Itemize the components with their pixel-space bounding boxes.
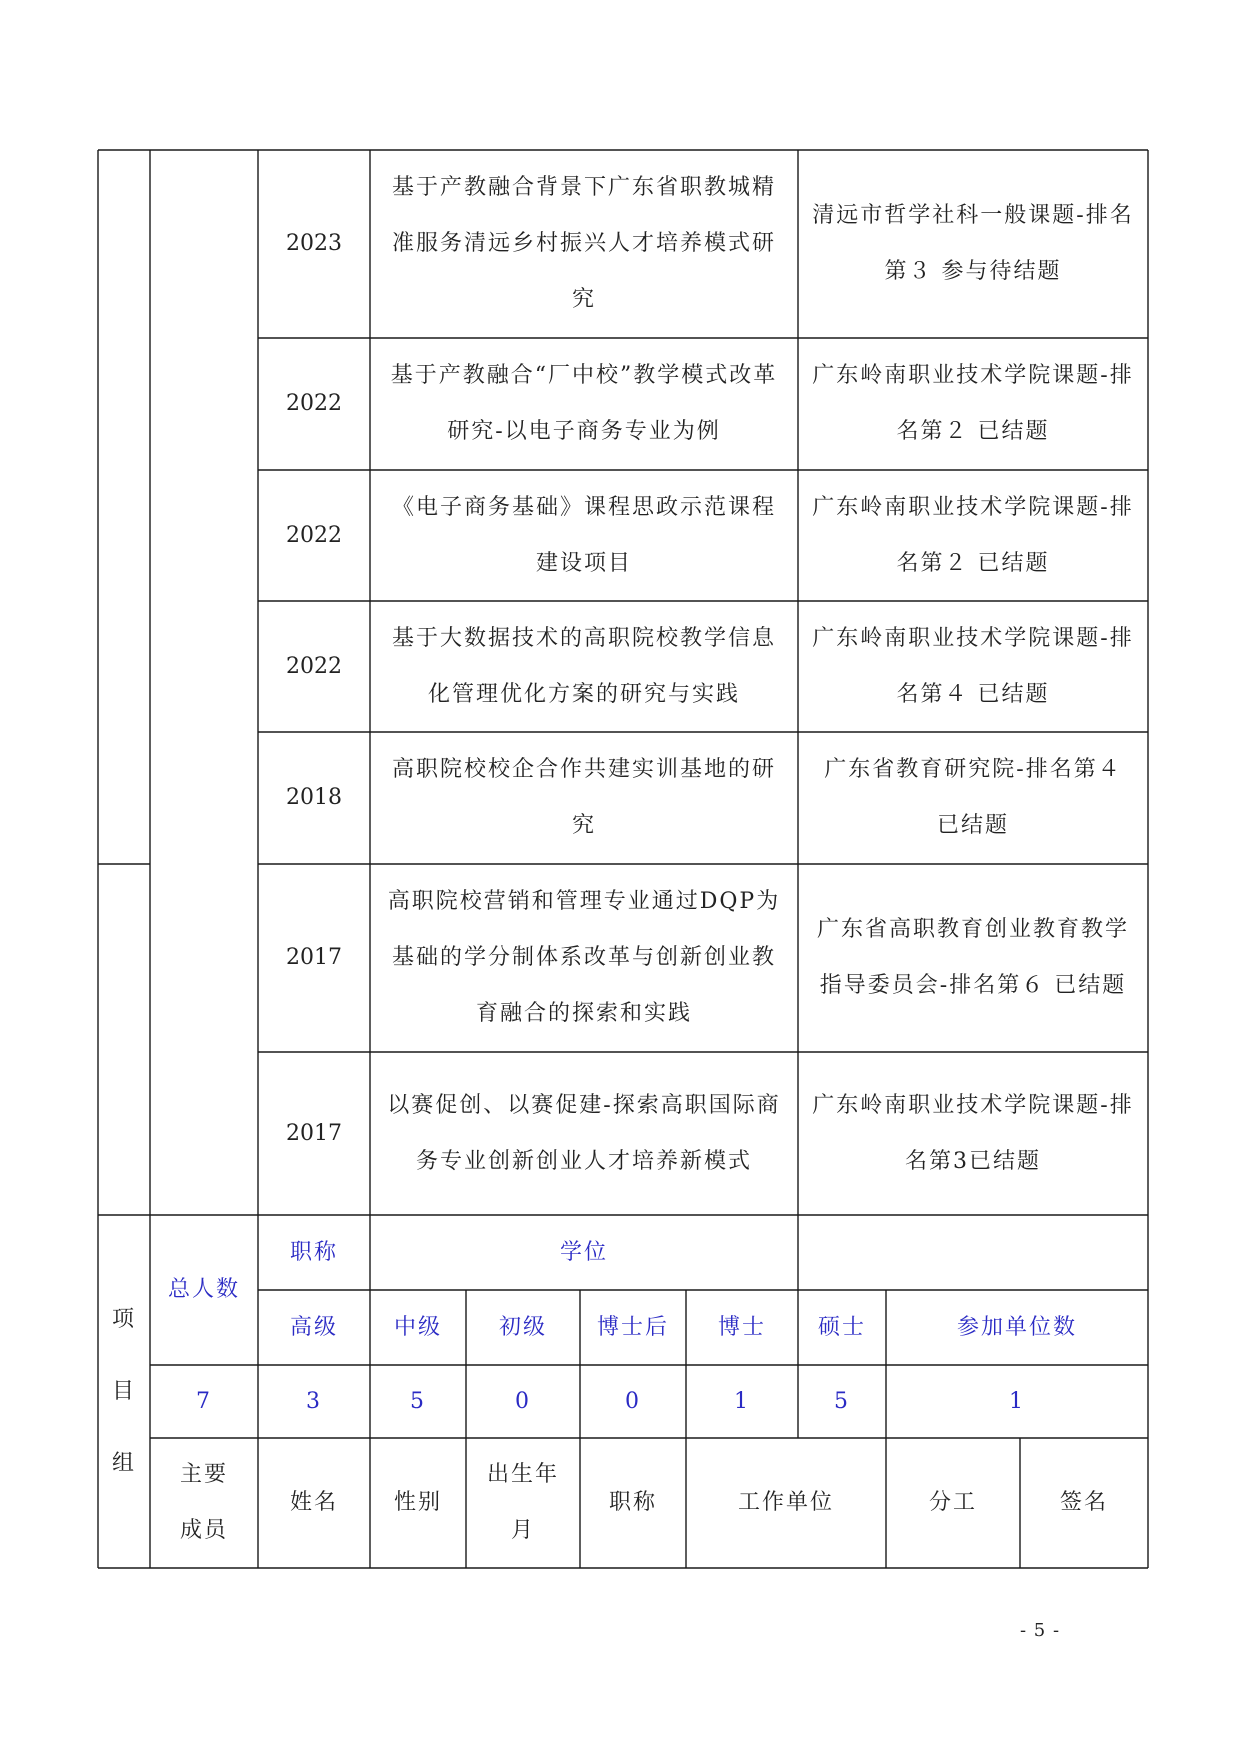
value-postdoc: 0 <box>625 1388 641 1414</box>
project-title: 基于产教融合背景下广东省职教城精准服务清远乡村振兴人才培养模式研究 <box>391 175 776 312</box>
project-title: 高职院校营销和管理专业通过DQP为基础的学分制体系改革与创新创业教育融合的探索和实践 <box>387 889 781 1026</box>
project-note: 广东岭南职业技术学院课题-排名第3已结题 <box>812 1092 1134 1174</box>
header-postdoc: 博士后 <box>596 1314 669 1340</box>
project-note: 广东岭南职业技术学院课题-排名第２ 已结题 <box>812 494 1134 576</box>
value-total: 7 <box>196 1388 212 1414</box>
project-note: 广东岭南职业技术学院课题-排名第４ 已结题 <box>812 625 1134 707</box>
member-header-signature: 签名 <box>1059 1490 1108 1515</box>
header-doctor: 博士 <box>717 1314 766 1340</box>
project-title: 以赛促创、以赛促建-探索高职国际商务专业创新创业人才培养新模式 <box>387 1092 781 1174</box>
project-title: 基于大数据技术的高职院校教学信息化管理优化方案的研究与实践 <box>391 625 776 707</box>
project-year: 2017 <box>286 945 342 970</box>
page-number: - 5 - <box>1020 1620 1061 1641</box>
main-members-label: 主要成员 <box>179 1462 228 1543</box>
title-group-label: 职称 <box>289 1239 338 1265</box>
header-master: 硕士 <box>817 1314 866 1340</box>
value-senior: 3 <box>306 1388 322 1414</box>
degree-group-label: 学位 <box>559 1239 608 1265</box>
project-year: 2022 <box>286 522 342 548</box>
value-intermediate: 5 <box>410 1388 426 1414</box>
team-side-label: 项目组 <box>111 1306 136 1476</box>
member-header-name: 姓名 <box>289 1490 338 1515</box>
project-note: 清远市哲学社科一般课题-排名第３ 参与待结题 <box>812 203 1134 284</box>
project-year: 2017 <box>286 1120 342 1146</box>
project-note: 广东岭南职业技术学院课题-排名第２ 已结题 <box>812 363 1134 444</box>
header-junior: 初级 <box>498 1314 547 1340</box>
total-count-label: 总人数 <box>167 1277 240 1302</box>
value-master: 5 <box>834 1388 850 1414</box>
member-header-workplace: 工作单位 <box>737 1490 834 1515</box>
value-units: 1 <box>1009 1388 1025 1414</box>
project-year: 2023 <box>286 231 342 256</box>
header-intermediate: 中级 <box>393 1314 442 1340</box>
project-year: 2022 <box>286 391 342 416</box>
header-senior: 高级 <box>289 1314 338 1340</box>
member-header-role: 分工 <box>928 1490 977 1515</box>
project-title: 《电子商务基础》课程思政示范课程建设项目 <box>391 494 776 576</box>
project-note: 广东省教育研究院-排名第４ 已结题 <box>824 757 1122 838</box>
member-header-gender: 性别 <box>393 1490 442 1515</box>
member-header-birth: 出生年月 <box>486 1462 559 1543</box>
value-doctor: 1 <box>734 1388 750 1414</box>
value-junior: 0 <box>515 1388 531 1414</box>
project-title: 基于产教融合“厂中校”教学模式改革研究-以电子商务专业为例 <box>390 363 778 444</box>
member-header-title: 职称 <box>608 1490 657 1515</box>
project-title: 高职院校校企合作共建实训基地的研究 <box>391 757 776 838</box>
project-note: 广东省高职教育创业教育教学指导委员会-排名第６ 已结题 <box>816 917 1129 998</box>
project-year: 2022 <box>286 653 342 679</box>
project-year: 2018 <box>286 785 342 810</box>
header-units: 参加单位数 <box>956 1314 1077 1340</box>
